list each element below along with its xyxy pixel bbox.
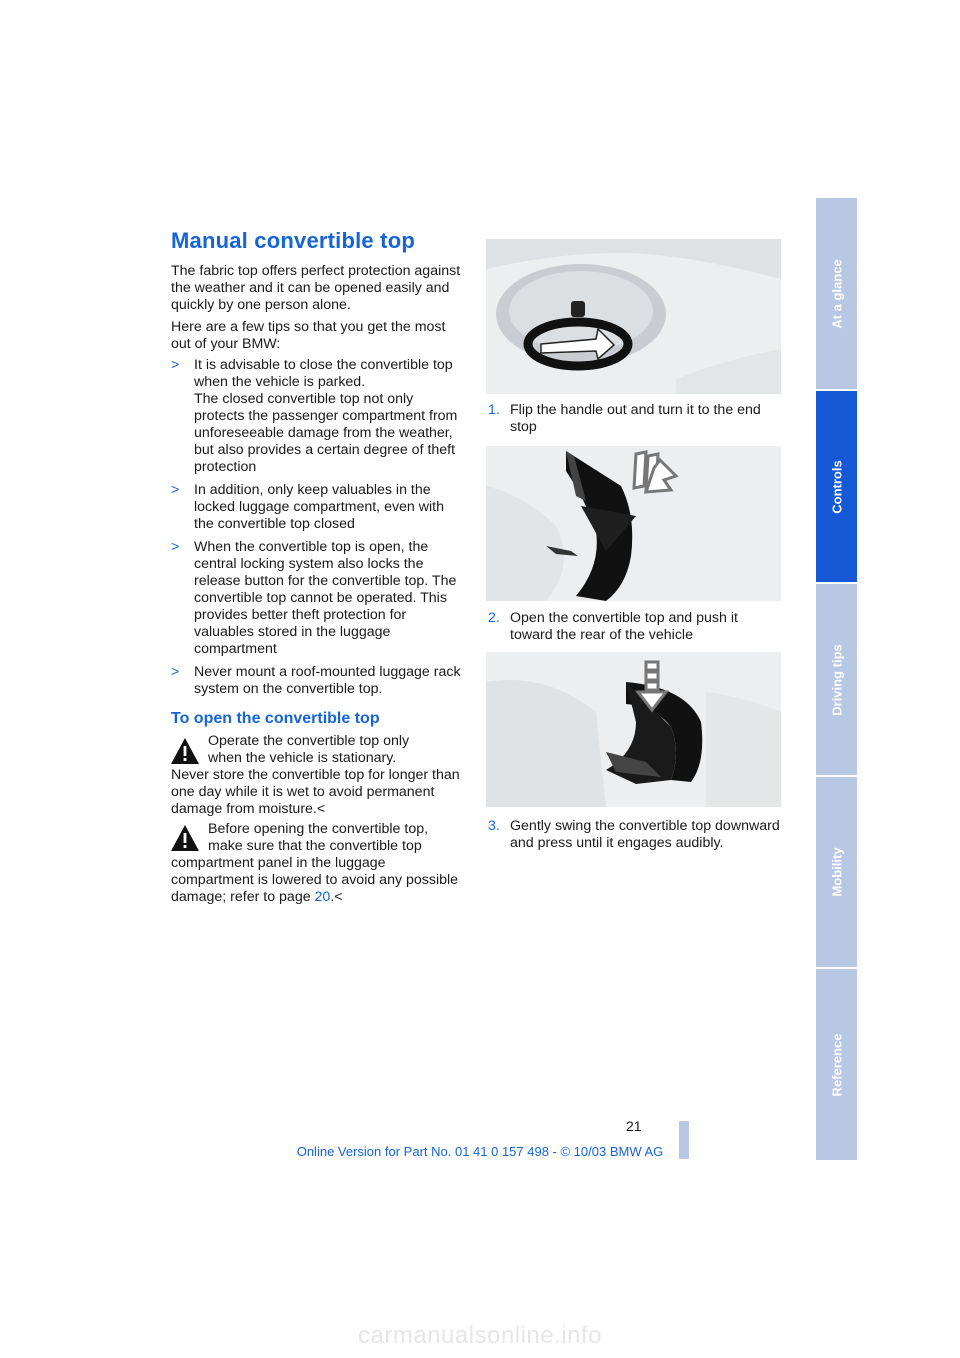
step-text: Open the convertible top and push it toward the rear of the vehicle [510,610,738,643]
tab-label: At a glance [829,258,844,329]
bullet-text: When the convertible top is open, the central locking system also locks the release button for the convertible top. The convertible top cannot be operated. This provides better theft protection for valuables stored in the luggage compartment [194,539,457,657]
step-number: 3. [488,818,500,834]
bullet-text: Never mount a roof-mounted luggage rack system on the convertible top. [194,664,461,697]
chapter-tabs [816,198,857,1160]
warning-1-text: Never store the convertible top for longer than one day while it is wet to avoid permanent damage from moisture. [171,767,460,817]
tab-label: Mobility [829,847,844,897]
bullet-list [171,357,466,698]
step-item [488,610,783,644]
warning-1-line: when the vehicle is stationary. [208,750,397,766]
page-number: 21 [626,1118,642,1134]
list-item [171,664,466,698]
list-item [171,482,466,533]
watermark: carmanualsonline.info [358,1322,602,1349]
section-heading: To open the convertible top [171,710,380,727]
step-text: Gently swing the convertible top downward and press until it engages audibly. [510,818,780,851]
tab-at-a-glance[interactable] [816,198,857,389]
intro-paragraph-2: Here are a few tips so that you get the most out of your BMW: [171,319,446,352]
warning-icon [170,737,200,765]
tab-reference[interactable] [816,969,857,1160]
step-number: 2. [488,610,500,626]
bullet-text: The closed convertible top not only protects the passenger compartment from unforeseeable damage from the weather, but also provides a certain degree of theft protection [194,391,458,475]
page-title: Manual convertible top [171,228,415,253]
tab-controls[interactable] [816,391,857,582]
bullet-text: In addition, only keep valuables in the locked luggage compartment, even with the convertible top closed [194,482,444,532]
tab-label: Driving tips [829,643,844,716]
warning-2-line: make sure that the convertible top [208,838,422,854]
warning-2-lead [208,821,468,855]
warning-1-body [171,767,466,818]
warning-1-line: Operate the convertible top only [208,733,410,749]
page-link[interactable]: 20 [314,889,331,905]
step-text: Flip the handle out and turn it to the end stop [510,402,761,435]
step-item [488,818,783,852]
illustration-open-top [486,446,781,601]
warning-2-body [171,855,466,906]
warning-2-line: Before opening the convertible top, [208,821,429,837]
footer-text: Online Version for Part No. 01 41 0 157 498 - © 10/03 BMW AG [296,1144,664,1159]
end-mark: < [316,801,326,817]
tab-driving-tips[interactable] [816,584,857,775]
intro-paragraph: The fabric top offers perfect protection against the weather and it can be opened easily and quickly by one person alone. [171,263,461,313]
list-item [171,539,466,658]
step-number: 1. [488,402,500,418]
tab-label: Reference [829,1033,844,1096]
bullet-marker: > [171,357,180,373]
tab-mobility[interactable] [816,777,857,967]
bullet-marker: > [171,482,180,498]
illustration-swing-down [486,652,781,807]
warning-1-lead [208,733,468,767]
end-mark: .< [330,889,343,905]
list-item [171,357,466,476]
warning-2-text: compartment panel in the luggage compartment is lowered to avoid any possible damage; refer to page [171,855,459,905]
illustration-handle [486,239,781,394]
tab-label: Controls [829,459,844,514]
bullet-marker: > [171,539,180,555]
bullet-marker: > [171,664,180,680]
warning-icon [170,824,200,852]
bullet-text: It is advisable to close the convertible top when the vehicle is parked. [194,357,453,390]
step-item [488,402,783,436]
